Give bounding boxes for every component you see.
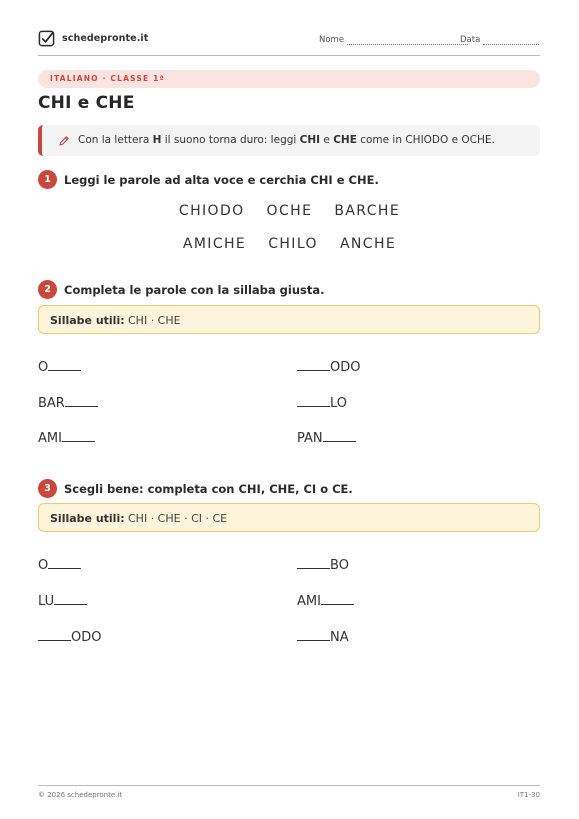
syllables-box: [38, 503, 540, 532]
exercise-instruction: Completa le parole con la sillaba giusta.: [64, 282, 325, 297]
brand-name: schedepronte.it: [62, 33, 149, 44]
fill-item: AMI: [38, 431, 95, 446]
word[interactable]: CHILO: [268, 236, 318, 252]
page-header: [38, 30, 540, 56]
word[interactable]: ANCHE: [339, 236, 397, 252]
syllables-box: [38, 305, 540, 334]
word[interactable]: AMICHE: [182, 236, 247, 252]
date-line: [483, 36, 539, 45]
blank-line[interactable]: [62, 441, 95, 442]
blank-line[interactable]: [54, 604, 87, 605]
blank-line[interactable]: [297, 406, 330, 407]
exercise-instruction: Leggi le parole ad alta voce e cerchia CHI e CHE.: [64, 172, 379, 187]
date-label: Data: [460, 35, 481, 45]
checkbox-logo-icon: [38, 30, 55, 47]
pencil-icon: [58, 135, 70, 147]
syllables-label: Sillabe utili:: [50, 314, 125, 327]
blank-line[interactable]: [65, 406, 98, 407]
syllables-value: CHI · CHE: [128, 314, 181, 327]
exercise-instruction: Scegli bene: completa con CHI, CHE, CI o CE.: [64, 481, 353, 496]
name-label: Nome: [319, 35, 345, 45]
page-title: CHI e CHE: [38, 93, 135, 113]
exercise-number-badge: 3: [38, 479, 57, 498]
blank-line[interactable]: [38, 640, 71, 641]
fill-item: PAN: [297, 431, 356, 446]
tip-text: Con la lettera H il suono torna duro: leggi CHI e CHE come in CHIODO e OCHE.: [78, 134, 495, 146]
blank-line[interactable]: [321, 604, 354, 605]
fill-item: ODO: [297, 360, 360, 375]
fill-item: LU: [38, 594, 87, 609]
word[interactable]: BARCHE: [334, 203, 401, 219]
syllables-value: CHI · CHE · CI · CE: [128, 512, 228, 525]
name-field: [319, 35, 468, 45]
name-line: [347, 36, 468, 45]
word[interactable]: CHIODO: [178, 203, 245, 219]
word-row: [0, 203, 579, 219]
blank-line[interactable]: [48, 568, 81, 569]
fill-item: ODO: [38, 630, 101, 645]
tip-box: [38, 125, 540, 156]
fill-item: BO: [297, 558, 349, 573]
word-row: [0, 236, 579, 252]
brand: [38, 30, 148, 47]
fill-item: AMI: [297, 594, 354, 609]
fill-item: BAR: [38, 396, 98, 411]
exercise-1-heading: [38, 170, 379, 189]
blank-line[interactable]: [297, 370, 330, 371]
exercise-number-badge: 1: [38, 170, 57, 189]
exercise-2-heading: [38, 280, 325, 299]
word[interactable]: OCHE: [266, 203, 313, 219]
fill-item: NA: [297, 630, 349, 645]
subject-bar: [38, 70, 540, 88]
footer-divider: [38, 785, 540, 786]
subject-label: ITALIANO · CLASSE 1ª: [50, 74, 165, 83]
fill-item: O: [38, 558, 81, 573]
exercise-number-badge: 2: [38, 280, 57, 299]
syllables-label: Sillabe utili:: [50, 512, 125, 525]
blank-line[interactable]: [297, 568, 330, 569]
fill-item: LO: [297, 396, 347, 411]
exercise-3-heading: [38, 479, 353, 498]
footer-code: IT1-30: [517, 791, 540, 799]
blank-line[interactable]: [297, 640, 330, 641]
fill-item: O: [38, 360, 81, 375]
date-field: [460, 35, 539, 45]
footer-copyright: © 2026 schedepronte.it: [38, 791, 123, 799]
blank-line[interactable]: [323, 441, 356, 442]
blank-line[interactable]: [48, 370, 81, 371]
